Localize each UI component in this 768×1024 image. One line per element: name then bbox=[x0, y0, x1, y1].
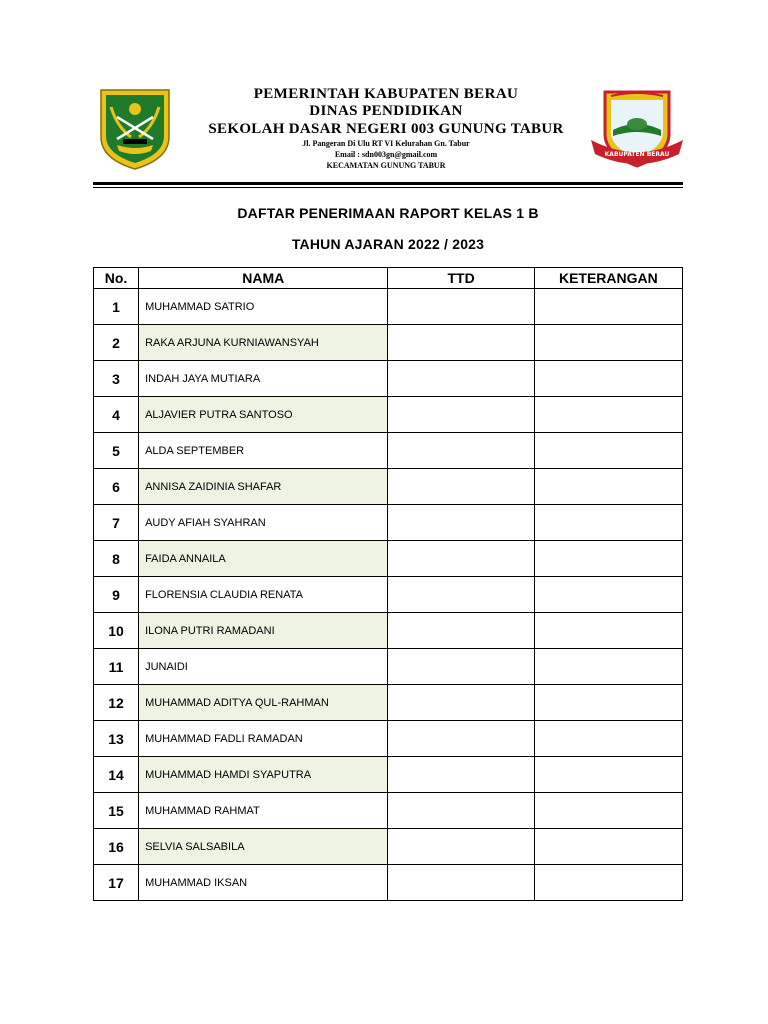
school-emblem-icon bbox=[589, 88, 685, 174]
student-name: FLORENSIA CLAUDIA RENATA bbox=[139, 577, 388, 613]
remarks-cell bbox=[534, 397, 682, 433]
row-number: 15 bbox=[94, 793, 139, 829]
row-number: 2 bbox=[94, 325, 139, 361]
table-row bbox=[94, 505, 683, 541]
table-row bbox=[94, 397, 683, 433]
row-number: 17 bbox=[94, 865, 139, 901]
table-row bbox=[94, 685, 683, 721]
row-number: 4 bbox=[94, 397, 139, 433]
student-name: INDAH JAYA MUTIARA bbox=[139, 361, 388, 397]
signature-cell bbox=[388, 865, 534, 901]
table-header-row bbox=[94, 268, 683, 289]
student-name: ILONA PUTRI RAMADANI bbox=[139, 613, 388, 649]
regency-emblem-icon bbox=[97, 87, 173, 171]
header-remarks: KETERANGAN bbox=[534, 268, 682, 289]
table-row bbox=[94, 865, 683, 901]
student-name: AUDY AFIAH SYAHRAN bbox=[139, 505, 388, 541]
table-row bbox=[94, 757, 683, 793]
student-name: MUHAMMAD ADITYA QUL-RAHMAN bbox=[139, 685, 388, 721]
remarks-cell bbox=[534, 757, 682, 793]
remarks-cell bbox=[534, 577, 682, 613]
remarks-cell bbox=[534, 469, 682, 505]
table-row bbox=[94, 325, 683, 361]
document-title: DAFTAR PENERIMAAN RAPORT KELAS 1 B bbox=[237, 205, 539, 221]
student-name: MUHAMMAD IKSAN bbox=[139, 865, 388, 901]
table-row bbox=[94, 829, 683, 865]
signature-cell bbox=[388, 469, 534, 505]
header-no: No. bbox=[94, 268, 139, 289]
row-number: 13 bbox=[94, 721, 139, 757]
remarks-cell bbox=[534, 433, 682, 469]
remarks-cell bbox=[534, 613, 682, 649]
row-number: 16 bbox=[94, 829, 139, 865]
table-row bbox=[94, 469, 683, 505]
header-rule-thin bbox=[93, 187, 683, 188]
header-signature: TTD bbox=[388, 268, 534, 289]
row-number: 1 bbox=[94, 289, 139, 325]
district-name: KECAMATAN GUNUNG TABUR bbox=[326, 161, 446, 170]
row-number: 12 bbox=[94, 685, 139, 721]
student-name: JUNAIDI bbox=[139, 649, 388, 685]
student-name: MUHAMMAD FADLI RAMADAN bbox=[139, 721, 388, 757]
letterhead bbox=[0, 0, 768, 190]
remarks-cell bbox=[534, 361, 682, 397]
row-number: 9 bbox=[94, 577, 139, 613]
remarks-cell bbox=[534, 793, 682, 829]
student-name: SELVIA SALSABILA bbox=[139, 829, 388, 865]
table-row bbox=[94, 721, 683, 757]
school-email: Email : sdn003gn@gmail.com bbox=[334, 150, 438, 159]
department-name: DINAS PENDIDIKAN bbox=[309, 103, 463, 119]
student-name: MUHAMMAD RAHMAT bbox=[139, 793, 388, 829]
signature-cell bbox=[388, 757, 534, 793]
signature-cell bbox=[388, 361, 534, 397]
table-row bbox=[94, 577, 683, 613]
student-name: ALJAVIER PUTRA SANTOSO bbox=[139, 397, 388, 433]
report-receipt-table bbox=[93, 267, 683, 901]
remarks-cell bbox=[534, 721, 682, 757]
row-number: 3 bbox=[94, 361, 139, 397]
signature-cell bbox=[388, 793, 534, 829]
signature-cell bbox=[388, 721, 534, 757]
signature-cell bbox=[388, 577, 534, 613]
remarks-cell bbox=[534, 505, 682, 541]
right-logo-banner: KABUPATEN BERAU bbox=[604, 151, 670, 158]
letterhead-text bbox=[200, 86, 572, 171]
remarks-cell bbox=[534, 829, 682, 865]
remarks-cell bbox=[534, 865, 682, 901]
school-address: Jl. Pangeran Di Ulu RT VI Kelurahan Gn. Tabur bbox=[302, 139, 470, 148]
signature-cell bbox=[388, 325, 534, 361]
document-subtitle: TAHUN AJARAN 2022 / 2023 bbox=[291, 236, 485, 252]
table-row bbox=[94, 649, 683, 685]
signature-cell bbox=[388, 289, 534, 325]
remarks-cell bbox=[534, 541, 682, 577]
row-number: 6 bbox=[94, 469, 139, 505]
student-name: ALDA SEPTEMBER bbox=[139, 433, 388, 469]
table-row bbox=[94, 793, 683, 829]
table-row bbox=[94, 289, 683, 325]
table-row bbox=[94, 433, 683, 469]
signature-cell bbox=[388, 829, 534, 865]
signature-cell bbox=[388, 613, 534, 649]
remarks-cell bbox=[534, 325, 682, 361]
signature-cell bbox=[388, 433, 534, 469]
signature-cell bbox=[388, 649, 534, 685]
table-row bbox=[94, 361, 683, 397]
row-number: 10 bbox=[94, 613, 139, 649]
remarks-cell bbox=[534, 649, 682, 685]
student-name: ANNISA ZAIDINIA SHAFAR bbox=[139, 469, 388, 505]
signature-cell bbox=[388, 505, 534, 541]
student-name: MUHAMMAD SATRIO bbox=[139, 289, 388, 325]
student-name: RAKA ARJUNA KURNIAWANSYAH bbox=[139, 325, 388, 361]
row-number: 7 bbox=[94, 505, 139, 541]
table-body bbox=[94, 289, 683, 901]
remarks-cell bbox=[534, 685, 682, 721]
signature-cell bbox=[388, 685, 534, 721]
header-rule-thick bbox=[93, 182, 683, 185]
table-row bbox=[94, 541, 683, 577]
government-name: PEMERINTAH KABUPATEN BERAU bbox=[253, 86, 519, 102]
remarks-cell bbox=[534, 289, 682, 325]
signature-cell bbox=[388, 541, 534, 577]
row-number: 14 bbox=[94, 757, 139, 793]
row-number: 11 bbox=[94, 649, 139, 685]
school-name: SEKOLAH DASAR NEGERI 003 GUNUNG TABUR bbox=[208, 121, 564, 137]
header-name: NAMA bbox=[139, 268, 388, 289]
signature-cell bbox=[388, 397, 534, 433]
table-row bbox=[94, 613, 683, 649]
row-number: 8 bbox=[94, 541, 139, 577]
student-name: MUHAMMAD HAMDI SYAPUTRA bbox=[139, 757, 388, 793]
row-number: 5 bbox=[94, 433, 139, 469]
student-name: FAIDA ANNAILA bbox=[139, 541, 388, 577]
